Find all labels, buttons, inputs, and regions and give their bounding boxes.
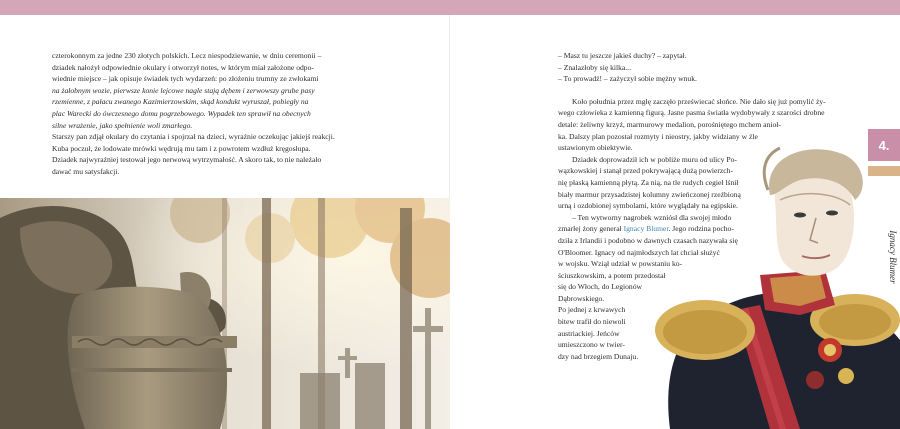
text-line: dzy nad brzegiem Dunaju. — [558, 351, 639, 361]
text-line: wiednie miejsce – jak opisuje świadek tych wydarzeń: po złożeniu trumny ze zwłokami — [52, 74, 319, 84]
text-line: bitew trafił do niewoli — [558, 317, 626, 327]
text-line: Dziadek doprowadził ich w pobliże muru od ulicy Po- — [572, 154, 737, 164]
left-page-text — [52, 50, 357, 178]
cemetery-photo — [0, 198, 450, 429]
text-span: . Jego rodzina pocho- — [668, 224, 734, 234]
text-line: austriackiej. Jeńców — [558, 328, 620, 338]
dialog-line: – Masz tu jeszcze jakieś duchy? – zapytał. — [558, 51, 687, 60]
text-line: – Ten wytworny nagrobek wzniósł dla swojej młodo — [572, 212, 732, 222]
text-line: Starszy pan zdjął okulary do czytania i spojrzał na dzieci, wyraźnie oczekując jakiejś reakcji. — [52, 132, 335, 142]
text-line: Koło południa przez mgłę zaczęło przeświecać słońce. Nie dało się już pomylić ży- — [572, 96, 826, 106]
text-line: silne wrażenie, jako spełnienie woli zmarłego. — [52, 120, 193, 130]
text-line: Dąbrowskiego. — [558, 293, 605, 303]
portrait-side-caption: Ignacy Blumer — [888, 230, 898, 284]
text-line: ustawionym obiektywie. — [558, 143, 633, 153]
text-line: Kuba poczuł, że lodowate mrówki wędrują mu tam i z powrotem wzdłuż kręgosłupa. — [52, 143, 311, 153]
text-line: dawać mu satysfakcji. — [52, 166, 120, 176]
text-line: rzemienne, z pałacu zwanego Kazimierzowskim, skąd kondukt wyruszał, pobiegły na — [52, 97, 309, 107]
text-line: ściuszkowskim, a potem przedostał — [558, 270, 666, 280]
person-name-highlight: Ignacy Blumer — [623, 224, 669, 234]
chapter-tab-accent — [868, 166, 900, 176]
chapter-number: 4. — [878, 137, 890, 153]
text-line: wązkowskiej i stanął przed pokrywającą dużą powierzch- — [558, 166, 734, 176]
text-line: plac Warecki do ówczesnego domu pogrzebowego. Wypadek ten sprawił na obecnych — [52, 108, 311, 118]
dialog-line: – To prowadź! – zażyczył sobie mężny wnuk. — [558, 74, 697, 84]
text-line: nię płaską kamienną płytą. Za nią, na tle rudych cegieł lśnił — [558, 177, 739, 187]
text-line: umieszczono w twier- — [558, 340, 625, 350]
top-color-band — [0, 0, 900, 15]
text-line: się do Włoch, do Legionów — [558, 282, 643, 292]
text-line: dziadek nałożył odpowiednie okulary i otworzył notes, w którym miał założone odpo- — [52, 62, 314, 72]
text-line: biały marmur przysadzistej kolumny zwieńczonej rzeźbioną — [558, 189, 741, 199]
text-line: urną i ozdobionej symbolami, które wyglądały na egipskie. — [558, 201, 738, 211]
text-line: ka. Dalszy plan pozostał rozmyty i nieostry, jakby widziany w źle — [558, 131, 758, 141]
chapter-number-tab — [868, 129, 900, 161]
text-line: na żałobnym wozie, pierwsze konie lejcowe nagle stają dębem i zerwowszy grube pasy — [52, 85, 315, 95]
text-span: zmarłej żony generał — [558, 224, 624, 234]
text-line: detale: żeliwny krzyż, marmurowy medalion, porośniętego mchem anioł- — [558, 119, 781, 129]
text-line: wego człowieka z kamienną figurą. Jasne pasma światła wydobywały z szarości drobne — [558, 108, 825, 118]
text-line: dziła z Irlandii i podobno w dawnych czasach nazywała się — [558, 235, 738, 245]
text-line: Dziadek najwyraźniej testował jego nerwową wytrzymałość. A skoro tak, to nie należało — [52, 155, 322, 165]
text-line: czterokonnym za jedne 230 złotych polskich. Lecz niespodziewanie, w dniu ceremonii – — [52, 51, 322, 60]
dialog-line: – Znalazłoby się kilka... — [558, 62, 631, 72]
general-portrait-illustration — [650, 137, 900, 429]
text-line: w wojsku. Wziął udział w powstaniu ko- — [558, 259, 683, 269]
text-line: Po jednej z krwawych — [558, 305, 626, 315]
text-line: O'Bloomer. Ignacy od najmłodszych lat chciał służyć — [558, 247, 720, 257]
